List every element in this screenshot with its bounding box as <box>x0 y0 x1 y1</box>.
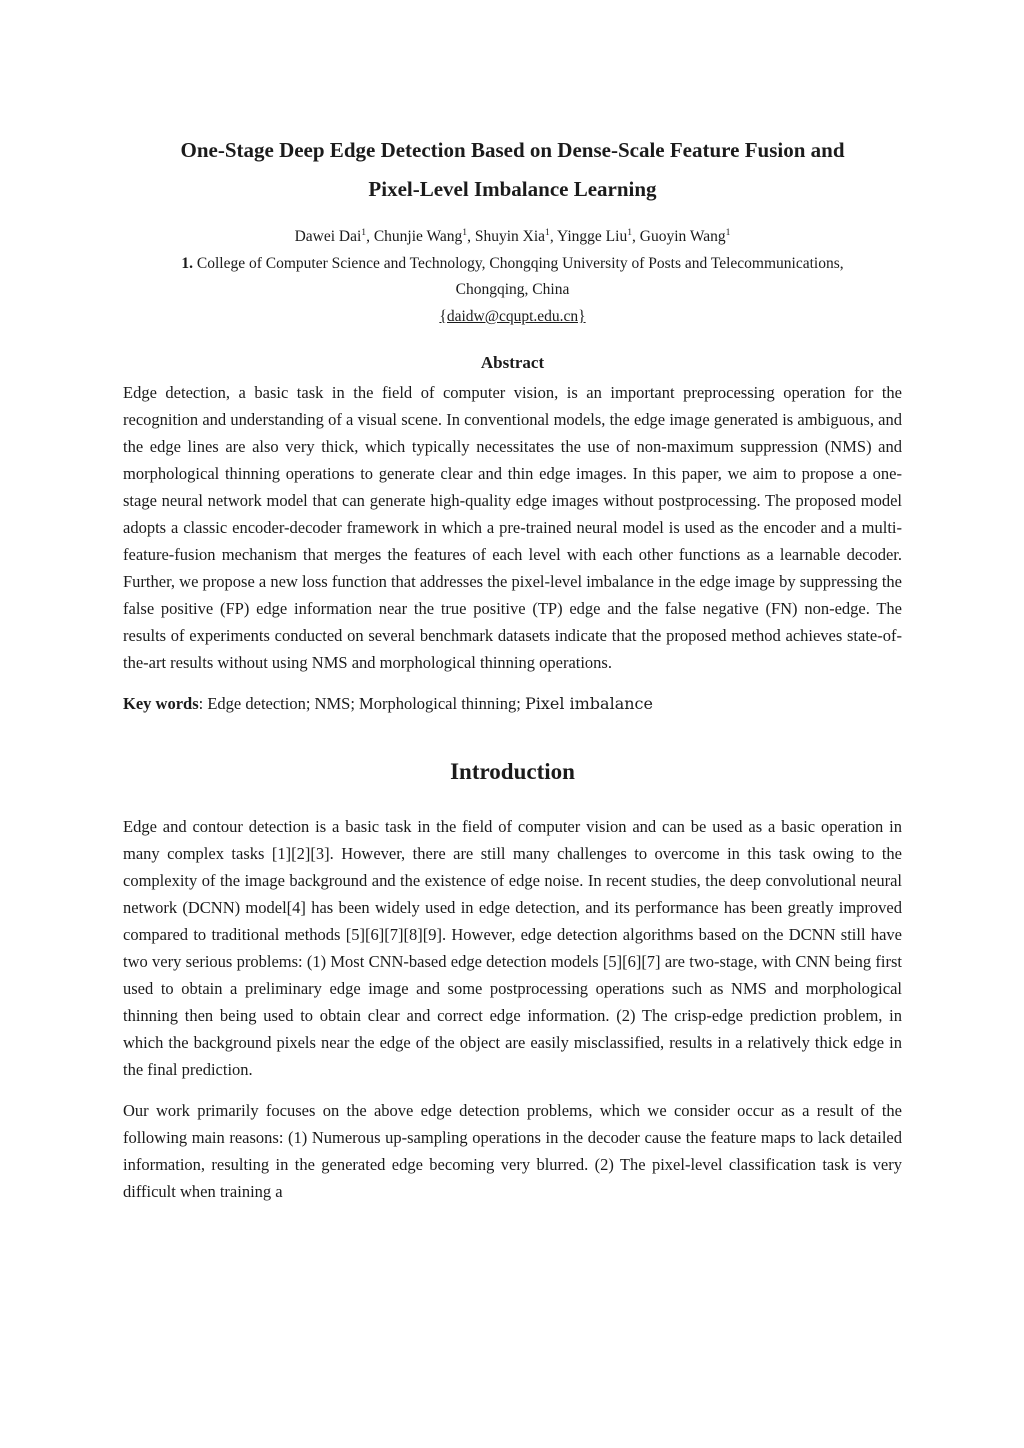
author-5: Guoyin Wang$^1$ <box>639 226 731 245</box>
affiliation-text: College of Computer Science and Technology, Chongqing University of Posts and Telecommunications, <box>196 255 844 272</box>
page-content <box>123 131 902 1219</box>
author-5-affiliation-mark: 1 <box>725 226 731 238</box>
paper-title <box>123 131 902 209</box>
author-list <box>123 225 902 249</box>
author-2-affiliation-mark: 1 <box>462 226 468 238</box>
keywords-separator: : <box>198 694 208 713</box>
author-1-affiliation-mark: 1 <box>361 226 367 238</box>
paper-title-line-2: Pixel-Level Imbalance Learning <box>368 177 657 201</box>
author-1: Dawei Dai$^1$, <box>294 226 374 245</box>
keyword-pixel-imbalance: Pixel imbalance <box>524 694 653 713</box>
introduction-paragraph-2: Our work primarily focuses on the above edge detection problems, which we consider occur as a result of the following main reasons: (1) Numerous up-sampling operations in the decoder cause the feature maps to lack detailed information, resulting in the generated edge becoming very blurred. (2) The pixel-level classification task is very difficult when training a <box>123 1101 902 1201</box>
author-email: {daidw@cqupt.edu.cn} <box>439 308 586 325</box>
paper-title-line-1: One-Stage Deep Edge Detection Based on Dense-Scale Feature Fusion and <box>180 138 845 162</box>
keywords-line <box>123 690 902 717</box>
abstract-heading: Abstract <box>480 353 545 372</box>
introduction-paragraph-1: Edge and contour detection is a basic task in the field of computer vision and can be used as a basic operation in many complex tasks [1][2][3]. However, there are still many challenges to overcome in this task owing to the complexity of the image background and the existence of edge noise. In recent studies, the deep convolutional neural network (DCNN) model[4] has been widely used in edge detection, and its performance has been greatly improved compared to traditional methods [5][6][7][8][9]. However, edge detection algorithms based on the DCNN still have two very serious problems: (1) Most CNN-based edge detection models [5][6][7] are two-stage, with CNN being first used to obtain a preliminary edge image and some postprocessing operations such as NMS and morphological thinning then being used to obtain clear and correct edge information. (2) The crisp-edge prediction problem, in which the background pixels near the edge of the object are easily misclassified, results in a relatively thick edge in the final prediction. <box>123 817 902 1079</box>
affiliation-marker: 1. <box>181 255 194 272</box>
abstract-text: Edge detection, a basic task in the field of computer vision, is an important preprocessing operation for the recognition and understanding of a visual scene. In conventional models, the edge image generated is ambiguous, and the edge lines are also very thick, which typically necessitates the use of non-maximum suppression (NMS) and morphological thinning operations to generate clear and thin edge images. In this paper, we aim to propose a one-stage neural network model that can generate high-quality edge images without postprocessing. The proposed model adopts a classic encoder-decoder framework in which a pre-trained neural model is used as the encoder and a multi-feature-fusion mechanism that merges the features of each level with each other functions as a learnable decoder. Further, we propose a new loss function that addresses the pixel-level imbalance in the edge image by suppressing the false positive (FP) edge information near the true positive (TP) edge and the false negative (FN) non-edge. The results of experiments conducted on several benchmark datasets indicate that the proposed method achieves state-of-the-art results without using NMS and morphological thinning operations. <box>123 383 902 672</box>
introduction-heading: Introduction <box>450 759 575 784</box>
author-4-affiliation-mark: 1 <box>627 226 632 238</box>
author-2: Chunjie Wang$^1$, <box>373 226 475 245</box>
author-3-affiliation-mark: 1 <box>545 226 550 238</box>
author-4: Yingge Liu$^1$, <box>557 226 640 245</box>
keywords-list: Edge detection; NMS; Morphological thinning; <box>207 694 525 713</box>
affiliation-city: Chongqing, China <box>455 281 570 298</box>
author-3: Shuyin Xia$^1$, <box>474 226 558 245</box>
affiliation-line <box>123 251 902 277</box>
keywords-label: Key words <box>123 694 199 713</box>
email-line <box>123 303 902 330</box>
